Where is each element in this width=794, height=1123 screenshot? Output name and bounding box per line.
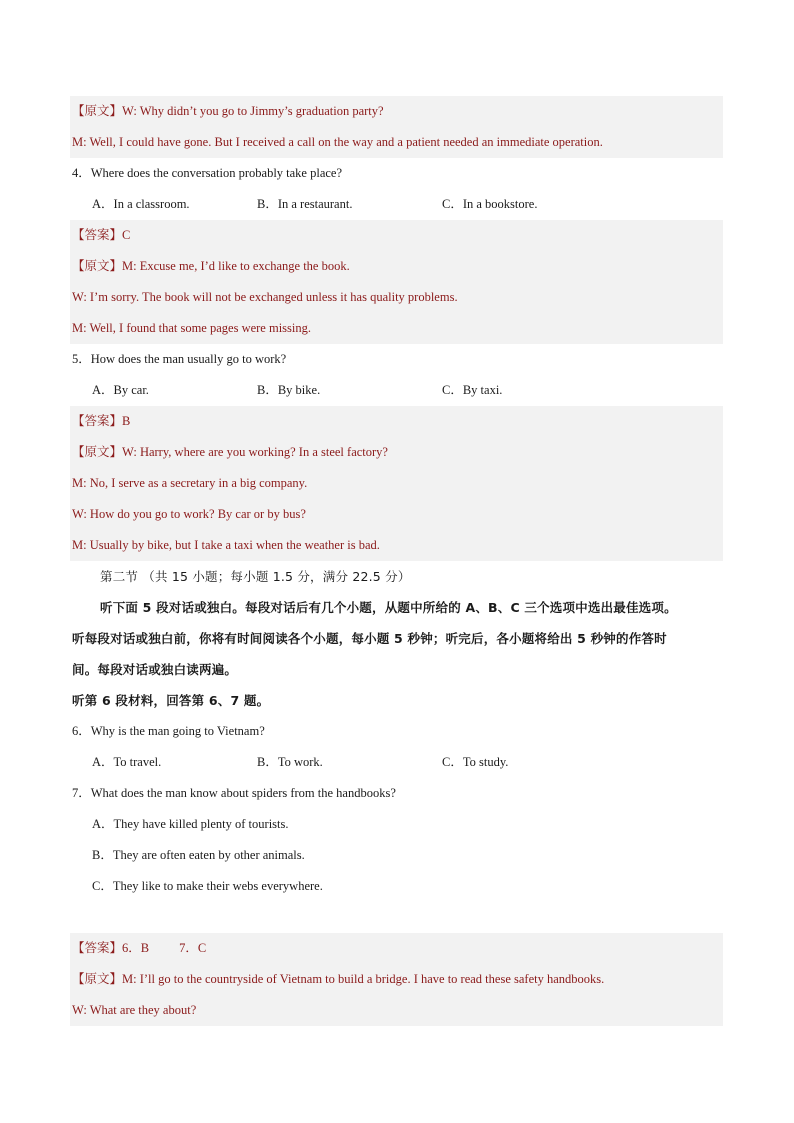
transcript-text: M: Excuse me, I’d like to exchange the book. (122, 259, 350, 273)
option-c: C．They like to make their webs everywhere. (92, 879, 323, 893)
question-4-options (70, 189, 723, 220)
transcript-line: M: No, I serve as a secretary in a big company. (70, 468, 723, 499)
section-heading: 第二节 （共 15 小题；每小题 1.5 分，满分 22.5 分） (100, 569, 411, 584)
option-a: A．They have killed plenty of tourists. (92, 817, 289, 831)
option-b: B．To work. (257, 755, 323, 769)
question-5: 5．How does the man usually go to work? (72, 352, 287, 366)
section-instructions: 听下面 5 段对话或独白。每段对话后有几个小题，从题中所给的 A、B、C 三个选项中选出最佳选项。 (100, 600, 677, 615)
transcript-line (70, 251, 723, 282)
transcript-tag: 【原文】 (72, 104, 123, 118)
answer-line (70, 406, 723, 437)
document-page (70, 96, 723, 1026)
transcript-text: W: Why didn’t you go to Jimmy’s graduation party? (122, 104, 384, 118)
transcript-line: W: I’m sorry. The book will not be exchanged unless it has quality problems. (70, 282, 723, 313)
transcript-text: W: Harry, where are you working? In a steel factory? (122, 445, 388, 459)
option-b: B．In a restaurant. (257, 197, 353, 211)
transcript-tag: 【原文】 (72, 445, 123, 459)
answer-value: 6．B (122, 941, 150, 955)
material-heading: 听第 6 段材料，回答第 6、7 题。 (72, 693, 270, 708)
option-b: B．They are often eaten by other animals. (92, 848, 305, 862)
question-4: 4．Where does the conversation probably take place? (72, 166, 343, 180)
transcript-line: M: Well, I found that some pages were missing. (70, 313, 723, 344)
answer-line (70, 933, 723, 964)
answer-tag: 【答案】 (72, 941, 123, 955)
transcript-line (70, 96, 723, 127)
transcript-line: W: How do you go to work? By car or by bus? (70, 499, 723, 530)
answer-line (70, 220, 723, 251)
transcript-line: W: What are they about? (70, 995, 723, 1026)
option-c: C．To study. (442, 755, 509, 769)
answer-value: B (122, 414, 131, 428)
transcript-text: M: I’ll go to the countryside of Vietnam to build a bridge. I have to read these safety handbooks. (122, 972, 605, 986)
transcript-line (70, 964, 723, 995)
question-6: 6．Why is the man going to Vietnam? (72, 724, 265, 738)
section-instructions: 听每段对话或独白前，你将有时间阅读各个小题，每小题 5 秒钟；听完后，各小题将给出 5 秒钟的作答时 (72, 631, 667, 646)
question-7: 7．What does the man know about spiders from the handbooks? (72, 786, 396, 800)
answer-value: 7．C (179, 941, 207, 955)
option-a: A．In a classroom. (92, 197, 190, 211)
transcript-tag: 【原文】 (72, 972, 123, 986)
spacer (70, 902, 723, 933)
option-c: C．By taxi. (442, 383, 503, 397)
option-a: A．By car. (92, 383, 149, 397)
transcript-line (70, 437, 723, 468)
transcript-line: M: Well, I could have gone. But I received a call on the way and a patient needed an immediate operation. (70, 127, 723, 158)
question-5-options (70, 375, 723, 406)
question-6-options (70, 747, 723, 778)
answer-value: C (122, 228, 131, 242)
answer-tag: 【答案】 (72, 414, 123, 428)
option-c: C．In a bookstore. (442, 197, 538, 211)
transcript-tag: 【原文】 (72, 259, 123, 273)
option-a: A．To travel. (92, 755, 162, 769)
answer-tag: 【答案】 (72, 228, 123, 242)
transcript-line: M: Usually by bike, but I take a taxi when the weather is bad. (70, 530, 723, 561)
option-b: B．By bike. (257, 383, 321, 397)
section-instructions: 间。每段对话或独白读两遍。 (72, 662, 238, 677)
